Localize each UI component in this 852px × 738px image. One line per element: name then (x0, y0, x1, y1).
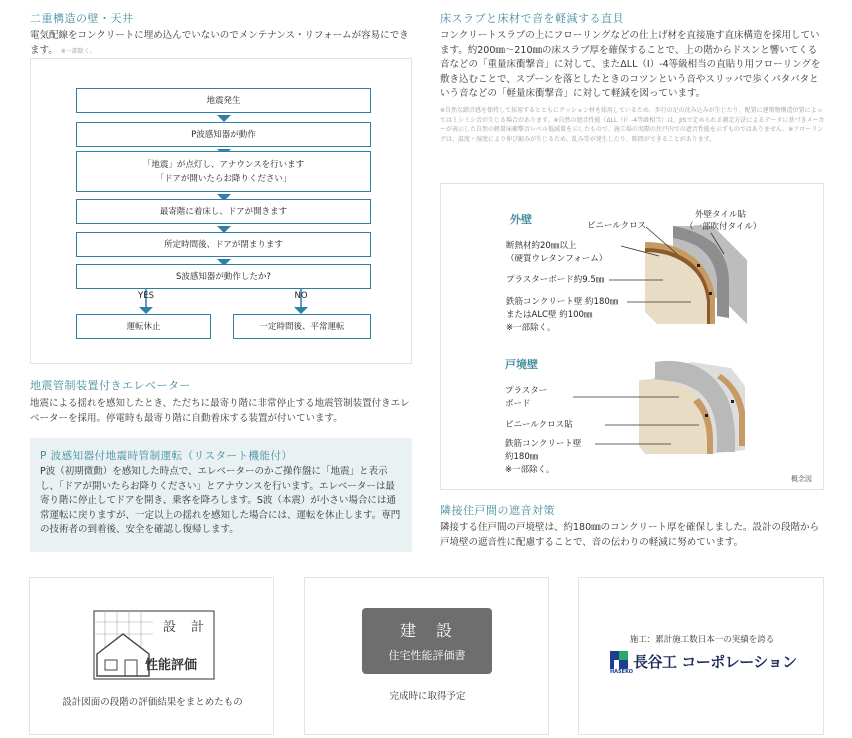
label-insulation-sub: （硬質ウレタンフォーム） (506, 254, 608, 264)
construction-logo-sub: 住宅性能評価書 (388, 649, 466, 662)
elevator-text: 地震による揺れを感知したとき、ただちに最寄り階に非常停止する地震管制装置付きエレベーターを採用。停電時も最寄り階に自動着床する装置が付いています。 (30, 398, 410, 424)
construction-logo-title: 建 設 (399, 621, 454, 640)
flow-step-nearest-floor: 最寄階に着床し、ドアが開きます (76, 199, 371, 224)
flow-step-p-wave: P波感知器が動作 (76, 122, 371, 147)
design-logo-top: 設 計 (163, 620, 206, 635)
flow-arrow (217, 115, 231, 122)
builder-tagline: 施工：累計施工数日本一の実績を誇る (629, 635, 775, 645)
floor-footnote: ※自然な踏音感を保持して採用するとともにクッション材を採用しているため、歩行の足の沈み込みが生じたり、配置に建築物構造位置によってはミシミシ音が生じる場合があります。※自然の遮音性能（ΔLL（Ⅰ）-4等級相当）は、JISで定められる測定方法によるデータに基づきメーカーが表示した自然の軽量床衝撃音レベル低減量を示したもので、施工場の実際の住戸内での遮音性能を示すものではありません。※フローリングは、温度・湿度により伸び縮みが生じるため、乱み等が発生したり、隙間ができることがあります。 (440, 107, 825, 143)
elevator-heading: 地震管制装置付きエレベーター (30, 379, 191, 392)
flow-step-earthquake: 地震発生 (76, 88, 371, 113)
flow-yes-label: YES (138, 291, 154, 301)
haseko-company-name: 長谷工 コーポレーション (633, 653, 797, 671)
sound-insulation-text: 隣接する住戸間の戸境壁は、約180㎜のコンクリート厚を確保しました。設計の段階から戸境壁の遮音性に配慮することで、音の伝わりの軽減に努めています。 (440, 522, 819, 548)
restart-heading: P 波感知器付地震時管制運転（リスタート機能付） (40, 450, 293, 462)
label-party-plaster: プラスター (505, 386, 548, 396)
builder-card (578, 577, 824, 735)
label-concrete-wall: 鉄筋コンクリート壁 約180㎜ (506, 297, 619, 307)
design-logo-bottom: 性能評価 (145, 658, 198, 673)
floor-text: コンクリートスラブの上にフローリングなどの仕上げ材を直接施す直床構造を採用しています。約200㎜〜210㎜の床スラブ厚を確保することで、上の階からドスンと響いてくる音などの「重量床衝撃音」に対して、またΔLL（Ⅰ）-4等級相当の直貼り用フローリングを敷き込むことで、スプーンを落としたときのコツンという音やスリッパで歩くパタパタという音などの「軽量床衝撃音」に対して軽減を図っています。 (440, 30, 821, 99)
flow-result-resume: 一定時間後、平常運転 (233, 314, 371, 339)
flow-step-announce: 「地震」が点灯し、アナウンスを行います 「ドアが開いたらお降りください」 (76, 151, 371, 192)
floor-heading: 床スラブと床材で音を軽減する直貝 (440, 12, 624, 25)
flow-branch-lines (31, 289, 411, 314)
label-tile-sub: （一部吹付タイル） (685, 222, 762, 232)
wall-ceiling-text: 電気配線をコンクリートに埋め込んでいないのでメンテナンス・リフォームが容易にできます。 ※一部除く。 (30, 30, 409, 56)
label-insulation: 断熱材約20㎜以上 (506, 241, 577, 251)
design-evaluation-caption: 設計図面の段階の評価結果をまとめたもの (62, 697, 243, 708)
wall-ceiling-heading: 二重構造の壁・天井 (30, 12, 134, 25)
flow-step-s-wave: S波感知器が動作したか? (76, 264, 371, 289)
sound-insulation-heading: 隣接住戸間の遮音対策 (440, 504, 555, 517)
label-party-plaster-2: ボード (505, 399, 531, 409)
flowchart-panel (30, 58, 412, 364)
flow-result-stop: 運転休止 (76, 314, 211, 339)
label-party-note: ※一部除く。 (505, 465, 555, 475)
label-plasterboard: プラスターボード約9.5㎜ (506, 275, 605, 285)
label-exterior-note: ※一部除く。 (506, 323, 556, 333)
flow-no-label: NO (294, 291, 308, 301)
flow-step-door-close: 所定時間後、ドアが閉まります (76, 232, 371, 257)
design-evaluation-logo (93, 610, 215, 680)
construction-evaluation-caption: 完成時に取得予定 (389, 691, 466, 702)
flow-arrow (139, 307, 153, 314)
label-alc-wall: またはALC壁 約100㎜ (506, 310, 593, 320)
label-vinyl-cross: ビニールクロス (587, 221, 647, 231)
haseko-brand-text: HASEKO (610, 669, 633, 675)
party-wall-title: 戸境壁 (505, 358, 538, 371)
label-party-vinyl: ビニールクロス貼 (505, 420, 573, 430)
restart-callout (30, 438, 412, 552)
diagram-caption: 概念図 (791, 475, 812, 483)
design-evaluation-card (29, 577, 274, 735)
haseko-logo-icon (610, 651, 628, 669)
flow-arrow (294, 307, 308, 314)
construction-evaluation-card (304, 577, 549, 735)
restart-text: P波（初期微動）を感知した時点で、エレベーターのかご操作盤に「地震」と表示し、「ドアが開いたらお降りください」とアナウンスを行います。エレベーターは最寄り階に停止してドアを開き、乗客を降ろします。S波（本震）が小さい場合には通常運転に戻りますが、一定以上の揺れを感知した場合には、運転を休止します。専門の技術者の到着後、安全を確認し復帰します。 (40, 466, 401, 535)
label-party-concrete-2: 約180㎜ (505, 452, 539, 462)
construction-evaluation-logo (362, 608, 492, 674)
wall-diagram-panel (440, 183, 824, 490)
label-party-concrete: 鉄筋コンクリート壁 (505, 439, 582, 449)
label-exterior-tile: 外壁タイル貼 (695, 210, 746, 220)
exterior-wall-title: 外壁 (510, 213, 532, 226)
